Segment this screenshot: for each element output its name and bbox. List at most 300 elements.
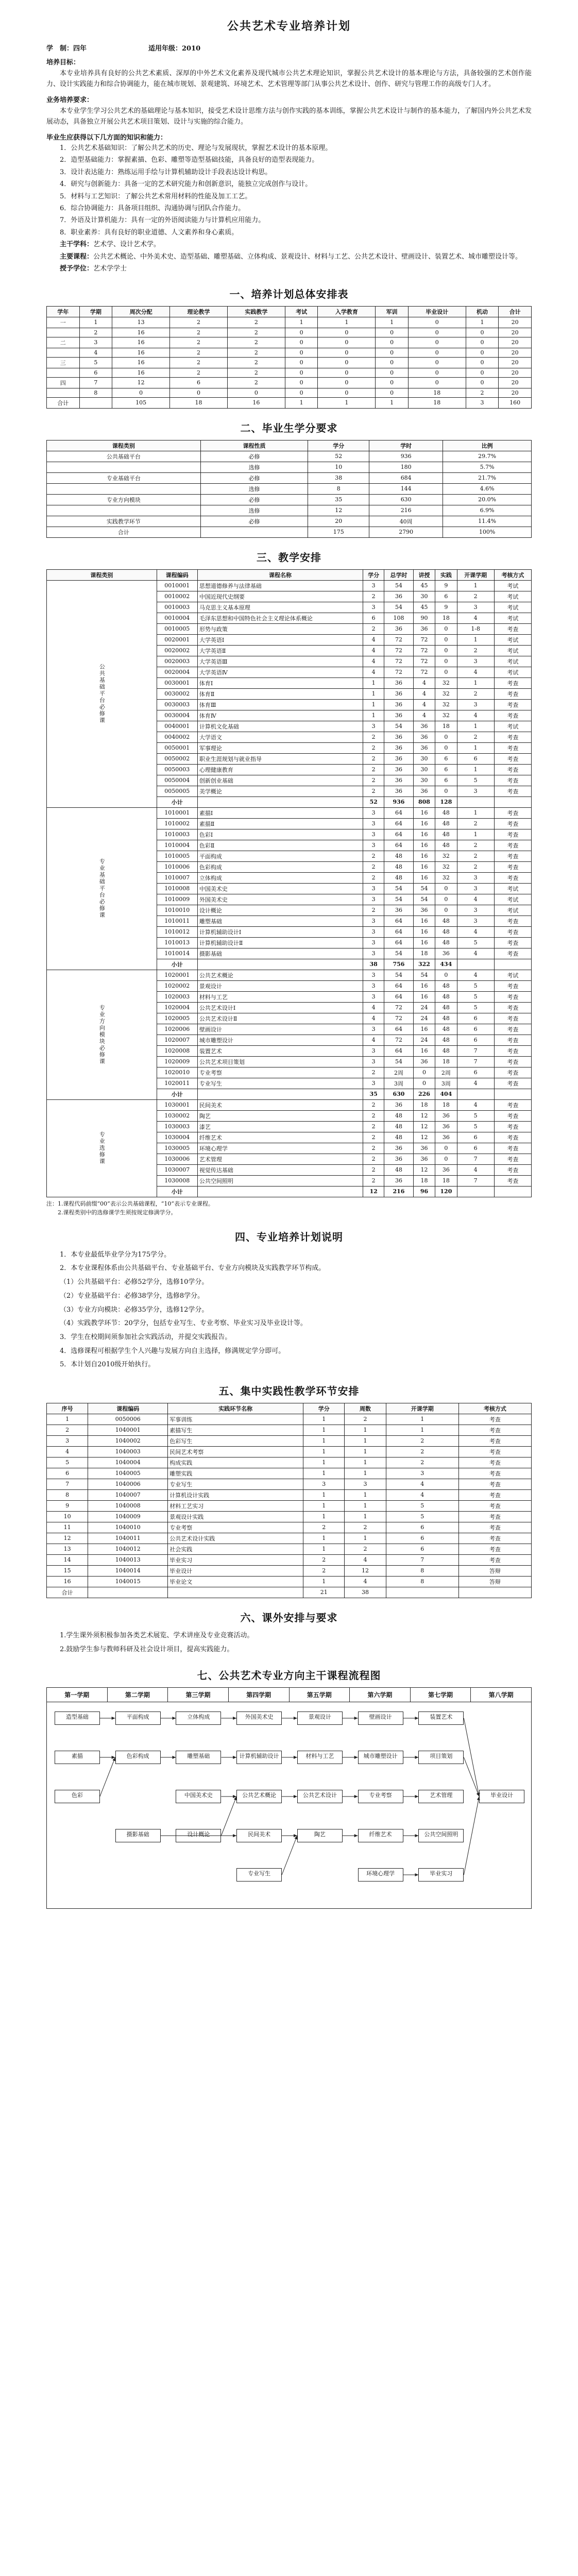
table-cell: 0 — [376, 348, 409, 357]
table-cell: 10 — [308, 462, 369, 472]
table-cell: 2 — [363, 775, 384, 786]
course-box: 材料与工艺 — [297, 1751, 343, 1764]
table-cell: 毕业设计 — [168, 1565, 303, 1576]
table-cell: 9 — [435, 602, 457, 613]
table-cell: 考查 — [494, 764, 531, 775]
semester-header: 第六学期 — [350, 1688, 411, 1702]
table-cell: 16 — [413, 937, 435, 948]
course-box: 专业写生 — [236, 1868, 282, 1882]
ability-heading: 毕业生应获得以下几方面的知识和能力： — [46, 133, 167, 142]
table-cell: 1040002 — [88, 1435, 168, 1446]
table-row — [47, 328, 532, 337]
table-cell: 0050005 — [157, 786, 197, 796]
table-cell: 考查 — [494, 688, 531, 699]
course-box: 色彩 — [55, 1790, 100, 1803]
ability-item: 1．公共艺术基础知识：了解公共艺术的历史、理论与发展现状，掌握艺术设计的基本原理。 — [60, 144, 332, 152]
table-cell: 民间艺术考察 — [168, 1446, 303, 1457]
table-cell: 3周 — [435, 1078, 457, 1089]
table-cell: 36 — [413, 623, 435, 634]
table-cell: 36 — [435, 1121, 457, 1132]
column-header: 课程性质 — [200, 440, 308, 451]
table-cell: 0010003 — [157, 602, 197, 613]
table-cell: 36 — [435, 1110, 457, 1121]
overall-schedule-table — [46, 306, 532, 409]
table-cell: 0 — [285, 388, 318, 397]
table-cell: 16 — [413, 851, 435, 861]
table-cell: 4 — [363, 645, 384, 656]
table-cell — [47, 348, 80, 357]
table-cell: 0 — [285, 357, 318, 368]
table-cell: 2 — [170, 328, 228, 337]
table-cell: 0 — [435, 970, 457, 980]
table-cell: 38 — [308, 472, 369, 483]
table-cell: 13 — [112, 317, 170, 328]
table-cell: 1010013 — [157, 937, 197, 948]
table-cell: 1 — [303, 1435, 345, 1446]
table-cell: 3 — [363, 991, 384, 1002]
table-cell: 0 — [408, 317, 466, 328]
table-cell: 2 — [457, 851, 494, 861]
table-cell: 5 — [457, 1002, 494, 1013]
table-row — [47, 337, 532, 348]
table-cell: 1030003 — [157, 1121, 197, 1132]
table-cell — [47, 483, 201, 494]
table-cell: 考查 — [494, 699, 531, 710]
degree-awarded — [46, 263, 532, 274]
table-cell: 936 — [384, 796, 414, 807]
table-cell: 48 — [435, 840, 457, 851]
table-row — [47, 483, 532, 494]
table-cell: 72 — [384, 656, 414, 667]
semester-header: 第三学期 — [168, 1688, 229, 1702]
table-cell: 20 — [499, 337, 532, 348]
table-cell: 4 — [79, 348, 112, 357]
table-cell: 36 — [413, 1154, 435, 1164]
table-cell: 54 — [384, 580, 414, 591]
table-cell: 1 — [303, 1489, 345, 1500]
table-cell: 4 — [363, 1035, 384, 1045]
ability-item: 8．职业素养：具有良好的职业道德、人文素养和身心素质。 — [60, 228, 239, 236]
table-cell: 1 — [457, 742, 494, 753]
meta-row — [46, 43, 532, 53]
table-cell: 考查 — [494, 1132, 531, 1143]
table-cell: 2790 — [369, 527, 443, 537]
table-cell: 3 — [363, 948, 384, 959]
table-cell: 1010008 — [157, 883, 197, 894]
table-cell: 4 — [413, 677, 435, 688]
table-cell: 选修 — [200, 462, 308, 472]
table-cell: 48 — [435, 937, 457, 948]
table-cell: 72 — [384, 1002, 414, 1013]
table-cell: 54 — [384, 1056, 414, 1067]
table-cell: 48 — [435, 916, 457, 926]
table-cell: 54 — [384, 721, 414, 732]
table-cell: 专业方向模块 — [47, 494, 201, 505]
table-cell: 32 — [435, 699, 457, 710]
table-cell: 72 — [384, 1013, 414, 1024]
table-row — [47, 1544, 532, 1554]
table-cell: 64 — [384, 807, 414, 818]
table-cell: 4 — [345, 1554, 386, 1565]
table-cell: 考查 — [494, 753, 531, 764]
column-header: 课程类别 — [47, 440, 201, 451]
table-cell: 8 — [386, 1565, 458, 1576]
table-cell: 2 — [363, 1110, 384, 1121]
table-cell: 14 — [47, 1554, 88, 1565]
table-cell: 6 — [435, 591, 457, 602]
table-cell: 1020002 — [157, 980, 197, 991]
table-cell: 2 — [303, 1565, 345, 1576]
table-cell: 18 — [413, 1099, 435, 1110]
table-cell: 6 — [386, 1533, 458, 1544]
table-cell: 2 — [363, 591, 384, 602]
table-cell: 1 — [466, 317, 499, 328]
table-cell: 小计 — [157, 1089, 197, 1099]
table-cell: 20 — [308, 516, 369, 527]
column-header: 周次分配 — [112, 306, 170, 317]
table-cell: 6 — [457, 1024, 494, 1035]
table-cell: 0 — [413, 1067, 435, 1078]
table-cell — [79, 397, 112, 408]
table-cell: 11 — [47, 1522, 88, 1533]
table-cell: 20 — [499, 328, 532, 337]
table-cell: 考查 — [494, 980, 531, 991]
table-row — [47, 580, 532, 591]
table-cell: 1 — [363, 699, 384, 710]
table-cell: 4 — [413, 688, 435, 699]
table-cell: 2 — [79, 328, 112, 337]
table-cell: 16 — [112, 368, 170, 377]
table-cell: 1030005 — [157, 1143, 197, 1154]
table-cell: 6 — [435, 764, 457, 775]
table-cell: 考试 — [494, 721, 531, 732]
core-text: 艺术学、设计艺术学。 — [93, 241, 161, 249]
table-cell: 陶艺 — [197, 1110, 363, 1121]
table-cell: 54 — [413, 894, 435, 905]
semester-header: 第七学期 — [411, 1688, 471, 1702]
extracurricular-item: 2.鼓励学生参与教师科研及社会设计项目，提高实践能力。 — [60, 1645, 234, 1653]
course-box: 环境心理学 — [358, 1868, 403, 1882]
table-cell: 434 — [435, 959, 457, 970]
table-cell: 考查 — [494, 1067, 531, 1078]
course-box: 设计概论 — [176, 1829, 221, 1842]
table-cell: 0050002 — [157, 753, 197, 764]
table-cell: 公共基础平台 — [47, 451, 201, 462]
table-cell: 马克思主义基本原理 — [197, 602, 363, 613]
table-cell: 52 — [308, 451, 369, 462]
table-cell: 1 — [345, 1500, 386, 1511]
table-cell: 0 — [435, 742, 457, 753]
table-cell: 9 — [47, 1500, 88, 1511]
column-header: 学分 — [363, 569, 384, 580]
table-cell: 0 — [435, 656, 457, 667]
table-cell: 1 — [79, 317, 112, 328]
table-row — [47, 970, 532, 980]
table-cell: 54 — [384, 602, 414, 613]
ability-item: 2．造型基础能力：掌握素描、色彩、雕塑等造型基础技能，具备良好的造型表现能力。 — [60, 156, 319, 164]
table-cell: 0020004 — [157, 667, 197, 677]
table-cell: 职业生涯规划与就业指导 — [197, 753, 363, 764]
table-cell: 1 — [318, 397, 376, 408]
table-cell: 3 — [363, 980, 384, 991]
table-cell: 大学英语Ⅳ — [197, 667, 363, 677]
table-cell: 6 — [363, 613, 384, 623]
table-cell: 1010012 — [157, 926, 197, 937]
table-cell: 12 — [47, 1533, 88, 1544]
table-cell: 12 — [413, 1121, 435, 1132]
table-cell: 72 — [413, 656, 435, 667]
table-cell: 必修 — [200, 516, 308, 527]
table-cell: 72 — [384, 645, 414, 656]
table-cell: 考查 — [494, 1121, 531, 1132]
table-cell: 考查 — [494, 1056, 531, 1067]
table-cell: 考查 — [458, 1457, 531, 1468]
table-row — [47, 317, 532, 328]
table-cell: 216 — [369, 505, 443, 516]
table-cell: 216 — [384, 1186, 414, 1197]
table-cell: 48 — [384, 1164, 414, 1175]
table-cell: 考查 — [494, 775, 531, 786]
table-cell: 6 — [457, 1132, 494, 1143]
table-cell: 考试 — [494, 656, 531, 667]
section-title-teaching: 三、教学安排 — [257, 551, 321, 564]
table-cell: 0 — [466, 337, 499, 348]
table-cell: 16 — [413, 872, 435, 883]
table-cell: 16 — [47, 1576, 88, 1587]
section-title-flowchart: 七、公共艺术专业方向主干课程流程图 — [197, 1669, 381, 1682]
table-cell: 32 — [435, 710, 457, 721]
table-cell: 2 — [345, 1414, 386, 1425]
table-cell: 3 — [363, 807, 384, 818]
table-cell: 0 — [408, 368, 466, 377]
table-cell: 1030006 — [157, 1154, 197, 1164]
table-cell: 21.7% — [443, 472, 532, 483]
table-cell: 64 — [384, 916, 414, 926]
table-cell — [47, 368, 80, 377]
table-cell: 0 — [318, 337, 376, 348]
table-cell: 1 — [303, 1533, 345, 1544]
column-header: 入学教育 — [318, 306, 376, 317]
table-cell: 0 — [376, 337, 409, 348]
table-cell: 2 — [457, 688, 494, 699]
table-cell: 考查 — [494, 829, 531, 840]
table-cell: 色彩写生 — [168, 1435, 303, 1446]
course-box: 造型基础 — [55, 1711, 100, 1725]
course-box: 城市雕塑设计 — [358, 1751, 403, 1764]
course-box: 计算机辅助设计 — [236, 1751, 282, 1764]
table-cell: 考试 — [494, 667, 531, 677]
table-cell: 0 — [318, 357, 376, 368]
table-cell: 考查 — [494, 1045, 531, 1056]
table-cell: 1010009 — [157, 894, 197, 905]
column-header: 机动 — [466, 306, 499, 317]
table-cell: 0 — [408, 337, 466, 348]
table-cell: 0 — [376, 328, 409, 337]
table-cell: 专业写生 — [168, 1479, 303, 1489]
table-cell: 小计 — [157, 959, 197, 970]
column-header: 比例 — [443, 440, 532, 451]
table-cell: 外国美术史 — [197, 894, 363, 905]
table-cell: 2 — [170, 348, 228, 357]
table-cell: 24 — [413, 1002, 435, 1013]
table-cell: 2 — [363, 742, 384, 753]
table-cell: 16 — [112, 337, 170, 348]
table-cell: 11.4% — [443, 516, 532, 527]
goal-text: 本专业培养具有良好的公共艺术素质、深厚的中外艺术文化素养及现代城市公共艺术理论知识，掌握公共艺术设计的基本理论与方法，具备较强的艺术创作能力、设计实践能力和综合协调能力，能在城市规划、景观建筑、环境艺术、艺术管理等部门从事公共艺术设计、创作、研究与管理工作的高级专门人才。 — [46, 70, 532, 89]
table-cell: 90 — [413, 613, 435, 623]
table-cell: 1030008 — [157, 1175, 197, 1186]
table-cell: 1 — [303, 1457, 345, 1468]
table-cell: 民间美术 — [197, 1099, 363, 1110]
table-cell: 12 — [413, 1164, 435, 1175]
table-cell — [457, 796, 494, 807]
table-cell: 2 — [363, 623, 384, 634]
table-cell: 答辩 — [458, 1576, 531, 1587]
table-row — [47, 462, 532, 472]
table-cell: 公共艺术设计Ⅰ — [197, 1002, 363, 1013]
table-cell: 1020005 — [157, 1013, 197, 1024]
course-category: 专业基础平台必修课 — [47, 807, 157, 970]
table-cell: 0 — [435, 883, 457, 894]
table-cell: 1 — [345, 1511, 386, 1522]
table-cell: 1 — [303, 1414, 345, 1425]
table-cell: 3 — [79, 337, 112, 348]
table-row — [47, 357, 532, 368]
plan-note-item: 5．本计划自2010级开始执行。 — [60, 1361, 155, 1369]
table-cell: 2 — [363, 851, 384, 861]
section-title-extracurricular: 六、课外安排与要求 — [240, 1611, 338, 1624]
table-cell: 4 — [457, 1164, 494, 1175]
table-cell: 考查 — [458, 1435, 531, 1446]
table-cell: 4 — [457, 894, 494, 905]
table-cell: 0010004 — [157, 613, 197, 623]
table-cell: 军事训练 — [168, 1414, 303, 1425]
table-cell: 4 — [345, 1576, 386, 1587]
table-cell: 考试 — [494, 602, 531, 613]
table-cell: 18 — [435, 613, 457, 623]
table-cell: 45 — [413, 602, 435, 613]
course-box: 纤维艺术 — [358, 1829, 403, 1842]
column-header: 考核方式 — [494, 569, 531, 580]
table-cell: 0 — [285, 368, 318, 377]
table-cell: 大学语文 — [197, 732, 363, 742]
table-cell: 24 — [413, 1013, 435, 1024]
table-cell: 4.6% — [443, 483, 532, 494]
table-cell: 专业写生 — [197, 1078, 363, 1089]
table-row — [47, 516, 532, 527]
table-cell: 1 — [363, 710, 384, 721]
table-cell: 72 — [384, 634, 414, 645]
courses-heading: 主要课程： — [60, 252, 94, 261]
table-cell: 1040013 — [88, 1554, 168, 1565]
table-cell: 1 — [457, 764, 494, 775]
table-cell: 1 — [345, 1533, 386, 1544]
table-cell: 公共艺术设计实践 — [168, 1533, 303, 1544]
table-cell — [457, 1089, 494, 1099]
table-cell: 考查 — [494, 916, 531, 926]
table-cell: 2 — [363, 786, 384, 796]
table-cell: 2 — [363, 1164, 384, 1175]
table-cell: 考查 — [494, 1175, 531, 1186]
table-row — [47, 1489, 532, 1500]
table-cell: 2 — [386, 1457, 458, 1468]
table-cell: 2 — [363, 1132, 384, 1143]
table-cell: 考查 — [458, 1479, 531, 1489]
table-cell: 考查 — [458, 1500, 531, 1511]
table-cell: 1010006 — [157, 861, 197, 872]
table-cell: 0 — [435, 634, 457, 645]
table-cell: 3 — [363, 1045, 384, 1056]
table-cell: 考查 — [494, 872, 531, 883]
table-cell: 4 — [363, 634, 384, 645]
table-cell: 2 — [363, 732, 384, 742]
table-cell: 0 — [466, 328, 499, 337]
table-cell: 视觉传达基础 — [197, 1164, 363, 1175]
table-cell: 35 — [363, 1089, 384, 1099]
table-cell: 30 — [413, 591, 435, 602]
table-cell: 必修 — [200, 451, 308, 462]
table-cell: 2 — [227, 377, 285, 388]
table-cell: 1 — [303, 1446, 345, 1457]
plan-note-item: 3．学生在校期间须参加社会实践活动，并提交实践报告。 — [60, 1333, 232, 1341]
year-label: 适用年级：2010 — [148, 45, 201, 53]
table-cell: 1 — [345, 1468, 386, 1479]
table-cell: 素描Ⅰ — [197, 807, 363, 818]
table-cell: 考查 — [458, 1414, 531, 1425]
course-box: 壁画设计 — [358, 1711, 403, 1725]
table-cell: 色彩Ⅰ — [197, 829, 363, 840]
column-header: 开课学期 — [386, 1403, 458, 1414]
table-cell: 中国近现代史纲要 — [197, 591, 363, 602]
table-cell: 24 — [413, 1035, 435, 1045]
table-cell: 1040010 — [88, 1522, 168, 1533]
table-cell: 必修 — [200, 472, 308, 483]
table-cell: 0010005 — [157, 623, 197, 634]
plan-notes-list — [46, 1249, 532, 1371]
duration-label: 学 制：四年 — [46, 45, 87, 53]
table-cell: 0 — [170, 388, 228, 397]
table-cell: 2 — [457, 591, 494, 602]
table-cell: 0030002 — [157, 688, 197, 699]
table-cell: 48 — [384, 872, 414, 883]
table-cell: 36 — [384, 677, 414, 688]
table-cell: 考查 — [458, 1554, 531, 1565]
table-row — [47, 494, 532, 505]
table-cell: 城市雕塑设计 — [197, 1035, 363, 1045]
table-cell: 36 — [384, 732, 414, 742]
table-cell: 48 — [435, 1035, 457, 1045]
table-cell: 1010014 — [157, 948, 197, 959]
table-row — [47, 1099, 532, 1110]
course-box: 陶艺 — [297, 1829, 343, 1842]
table-cell: 3 — [457, 905, 494, 916]
table-cell: 5.7% — [443, 462, 532, 472]
table-cell: 三 — [47, 357, 80, 368]
table-cell: 18 — [413, 948, 435, 959]
table-cell: 0020003 — [157, 656, 197, 667]
table-cell: 2 — [345, 1522, 386, 1533]
table-cell: 6 — [435, 753, 457, 764]
table-cell: 12 — [413, 1132, 435, 1143]
table-cell: 2 — [303, 1522, 345, 1533]
table-cell: 3 — [363, 926, 384, 937]
table-cell: 0 — [413, 1078, 435, 1089]
table-cell: 36 — [435, 948, 457, 959]
table-cell: 1 — [457, 807, 494, 818]
table-cell: 64 — [384, 829, 414, 840]
course-box: 公共艺术设计 — [297, 1790, 343, 1803]
table-cell: 36 — [384, 1099, 414, 1110]
